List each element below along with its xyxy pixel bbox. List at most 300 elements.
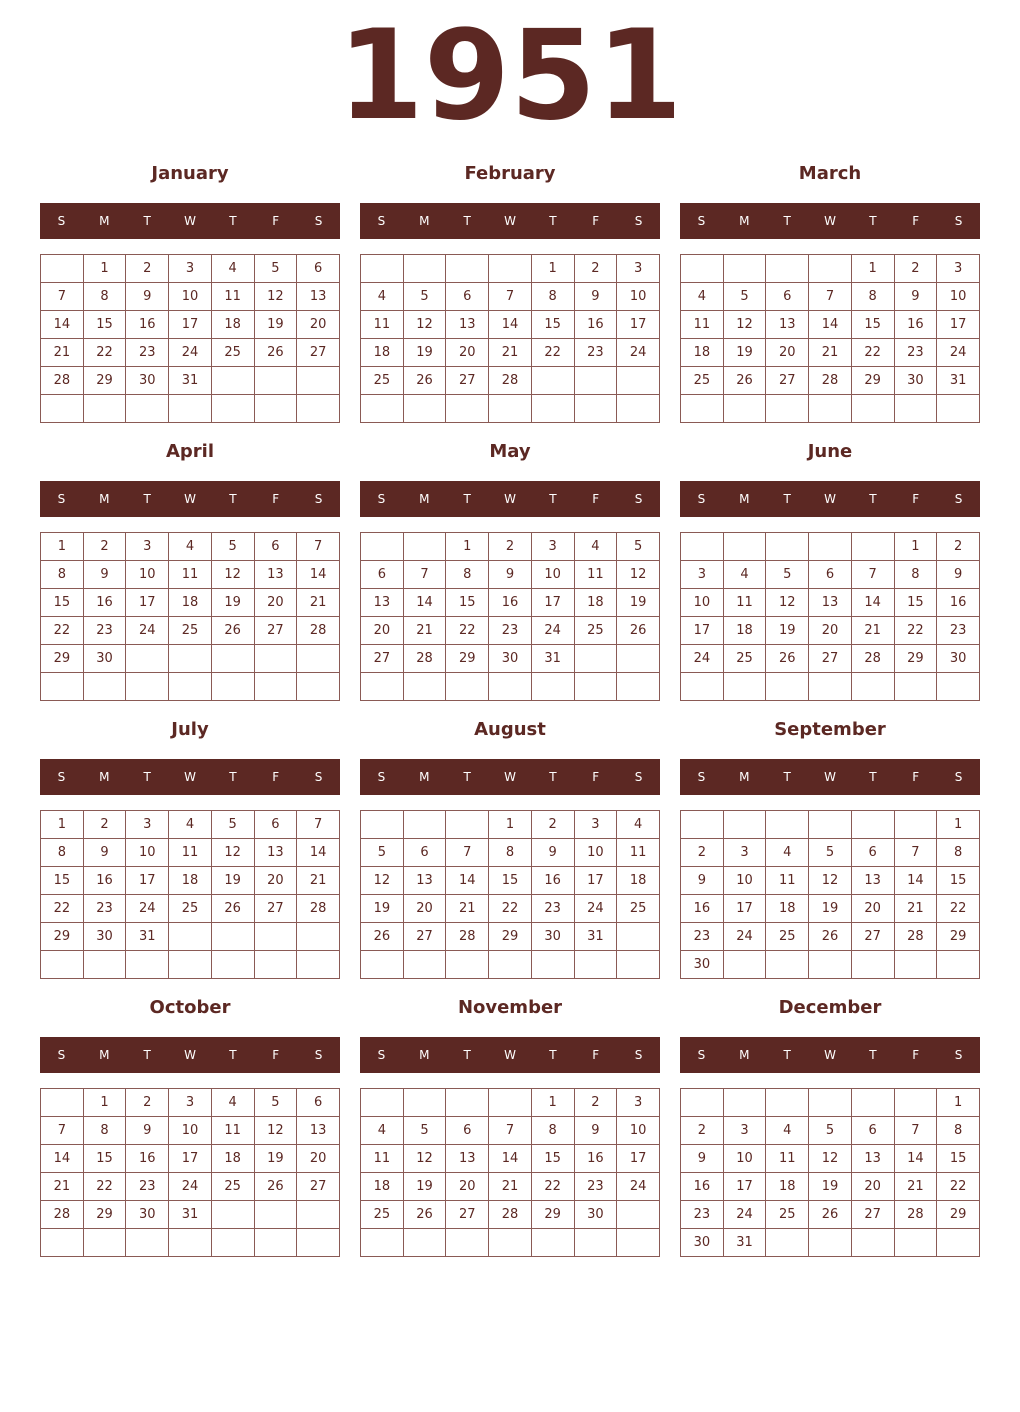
weekday-label: S: [954, 770, 963, 784]
day-cell: 15: [894, 589, 937, 617]
day-cell: 2: [531, 811, 574, 839]
day-cell: 9: [681, 1145, 724, 1173]
empty-cell: [126, 395, 169, 423]
weekday-label: S: [314, 770, 323, 784]
empty-cell: [894, 811, 937, 839]
empty-cell: [83, 1229, 126, 1257]
empty-cell: [531, 951, 574, 979]
empty-cell: [254, 1229, 297, 1257]
day-cell: 18: [766, 1173, 809, 1201]
day-cell: 19: [723, 339, 766, 367]
empty-cell: [446, 951, 489, 979]
day-cell: 18: [723, 617, 766, 645]
weekday-label: T: [869, 214, 877, 228]
empty-cell: [894, 1089, 937, 1117]
day-cell: 2: [894, 255, 937, 283]
day-cell: 3: [617, 255, 660, 283]
day-grid: [40, 254, 340, 423]
weekday-label: W: [824, 492, 836, 506]
day-cell: 12: [723, 311, 766, 339]
day-cell: 20: [254, 867, 297, 895]
day-cell: 10: [531, 561, 574, 589]
month-name: April: [165, 441, 215, 462]
week-row: [681, 339, 980, 367]
empty-cell: [574, 367, 617, 395]
weekday-label: S: [57, 1048, 66, 1062]
week-row: [681, 367, 980, 395]
weekday-label: M: [419, 492, 430, 506]
day-cell: 5: [723, 283, 766, 311]
day-cell: 28: [894, 1201, 937, 1229]
empty-cell: [851, 1229, 894, 1257]
empty-cell: [574, 645, 617, 673]
day-cell: 11: [211, 283, 254, 311]
day-cell: 18: [169, 589, 212, 617]
day-cell: 5: [403, 283, 446, 311]
day-cell: 23: [83, 895, 126, 923]
empty-cell: [723, 395, 766, 423]
day-cell: 18: [681, 339, 724, 367]
empty-cell: [574, 951, 617, 979]
day-cell: 6: [361, 561, 404, 589]
empty-cell: [894, 395, 937, 423]
week-row: [41, 533, 340, 561]
month-name: July: [171, 719, 209, 740]
empty-cell: [617, 1201, 660, 1229]
day-cell: 12: [254, 1117, 297, 1145]
empty-cell: [126, 1229, 169, 1257]
day-cell: 26: [766, 645, 809, 673]
empty-cell: [254, 673, 297, 701]
day-cell: 27: [809, 645, 852, 673]
week-row: [41, 811, 340, 839]
day-cell: 28: [446, 923, 489, 951]
day-cell: 23: [83, 617, 126, 645]
day-cell: 14: [403, 589, 446, 617]
empty-cell: [809, 533, 852, 561]
weekday-label: T: [229, 214, 237, 228]
day-cell: 22: [531, 339, 574, 367]
day-cell: 14: [851, 589, 894, 617]
week-row: [41, 561, 340, 589]
empty-cell: [851, 1089, 894, 1117]
day-cell: 19: [403, 1173, 446, 1201]
empty-cell: [403, 811, 446, 839]
day-cell: 29: [41, 645, 84, 673]
day-cell: 16: [894, 311, 937, 339]
day-cell: 5: [809, 839, 852, 867]
weekday-label: S: [634, 214, 643, 228]
empty-cell: [894, 1229, 937, 1257]
day-cell: 18: [211, 311, 254, 339]
day-cell: 5: [809, 1117, 852, 1145]
month-name: November: [457, 997, 563, 1018]
day-cell: 16: [489, 589, 532, 617]
empty-cell: [297, 1229, 340, 1257]
week-row: [41, 283, 340, 311]
empty-cell: [297, 673, 340, 701]
weekday-label: W: [824, 770, 836, 784]
day-cell: 1: [937, 811, 980, 839]
weekday-label: W: [184, 492, 196, 506]
day-cell: 25: [766, 1201, 809, 1229]
day-cell: 1: [446, 533, 489, 561]
weekday-label: T: [463, 770, 471, 784]
day-cell: 9: [531, 839, 574, 867]
day-cell: 9: [681, 867, 724, 895]
day-cell: 5: [361, 839, 404, 867]
weekday-label: S: [314, 1048, 323, 1062]
month-name: September: [774, 719, 886, 740]
day-cell: 28: [41, 1201, 84, 1229]
day-cell: 19: [211, 589, 254, 617]
empty-cell: [211, 923, 254, 951]
day-cell: 15: [937, 867, 980, 895]
empty-cell: [211, 673, 254, 701]
weekday-label: S: [954, 492, 963, 506]
day-cell: 13: [297, 283, 340, 311]
day-cell: 11: [617, 839, 660, 867]
day-cell: 10: [169, 283, 212, 311]
empty-cell: [211, 951, 254, 979]
week-row: [361, 1145, 660, 1173]
empty-cell: [809, 395, 852, 423]
week-row: [41, 867, 340, 895]
day-cell: 19: [211, 867, 254, 895]
day-cell: 25: [361, 1201, 404, 1229]
day-cell: 4: [169, 811, 212, 839]
day-cell: 23: [937, 617, 980, 645]
weekday-label: T: [549, 214, 557, 228]
weekday-label: T: [463, 492, 471, 506]
empty-cell: [211, 367, 254, 395]
day-cell: 15: [41, 867, 84, 895]
month-name: January: [151, 163, 229, 184]
week-row: [361, 617, 660, 645]
weekday-header: [680, 481, 980, 517]
day-cell: 2: [83, 533, 126, 561]
day-cell: 9: [126, 1117, 169, 1145]
empty-cell: [361, 673, 404, 701]
day-cell: 7: [851, 561, 894, 589]
day-cell: 3: [723, 839, 766, 867]
day-cell: 13: [297, 1117, 340, 1145]
day-grid: [680, 532, 980, 701]
day-cell: 25: [169, 617, 212, 645]
day-cell: 5: [254, 1089, 297, 1117]
day-cell: 2: [126, 1089, 169, 1117]
day-cell: 14: [446, 867, 489, 895]
weekday-label: W: [504, 214, 516, 228]
day-cell: 12: [403, 1145, 446, 1173]
weekday-header: [40, 1037, 340, 1073]
day-cell: 31: [574, 923, 617, 951]
day-cell: 22: [41, 617, 84, 645]
day-cell: 31: [531, 645, 574, 673]
day-cell: 27: [403, 923, 446, 951]
day-cell: 1: [41, 533, 84, 561]
empty-cell: [723, 255, 766, 283]
day-cell: 25: [681, 367, 724, 395]
day-cell: 16: [531, 867, 574, 895]
day-cell: 5: [766, 561, 809, 589]
day-cell: 12: [809, 867, 852, 895]
empty-cell: [83, 951, 126, 979]
empty-cell: [361, 533, 404, 561]
day-cell: 8: [531, 1117, 574, 1145]
empty-cell: [489, 1229, 532, 1257]
empty-cell: [851, 395, 894, 423]
week-row: [41, 395, 340, 423]
empty-cell: [446, 1229, 489, 1257]
week-row: [41, 951, 340, 979]
day-cell: 11: [766, 867, 809, 895]
day-cell: 8: [937, 839, 980, 867]
day-cell: 15: [446, 589, 489, 617]
weekday-label: S: [377, 214, 386, 228]
day-cell: 4: [723, 561, 766, 589]
weekday-label: S: [377, 770, 386, 784]
day-cell: 15: [83, 1145, 126, 1173]
empty-cell: [446, 395, 489, 423]
day-cell: 4: [211, 255, 254, 283]
week-row: [361, 1173, 660, 1201]
day-cell: 28: [489, 367, 532, 395]
weekday-label: W: [184, 1048, 196, 1062]
day-cell: 17: [126, 867, 169, 895]
day-cell: 6: [446, 283, 489, 311]
day-cell: 23: [531, 895, 574, 923]
day-cell: 28: [851, 645, 894, 673]
weekday-label: T: [869, 492, 877, 506]
empty-cell: [766, 951, 809, 979]
day-cell: 10: [723, 867, 766, 895]
empty-cell: [446, 811, 489, 839]
weekday-label: F: [592, 1048, 600, 1062]
day-grid: [680, 810, 980, 979]
day-cell: 4: [169, 533, 212, 561]
day-cell: 24: [681, 645, 724, 673]
day-cell: 6: [851, 1117, 894, 1145]
day-cell: 11: [574, 561, 617, 589]
weekday-label: T: [869, 770, 877, 784]
day-cell: 16: [937, 589, 980, 617]
day-cell: 26: [254, 339, 297, 367]
day-cell: 24: [617, 339, 660, 367]
week-row: [361, 1201, 660, 1229]
day-cell: 7: [489, 283, 532, 311]
week-row: [681, 951, 980, 979]
day-cell: 30: [681, 1229, 724, 1257]
weekday-header: [680, 1037, 980, 1073]
weekday-label: S: [697, 770, 706, 784]
empty-cell: [681, 811, 724, 839]
empty-cell: [723, 951, 766, 979]
weekday-label: M: [419, 770, 430, 784]
week-row: [681, 673, 980, 701]
day-cell: 3: [531, 533, 574, 561]
day-cell: 27: [361, 645, 404, 673]
day-cell: 17: [723, 1173, 766, 1201]
day-cell: 17: [169, 1145, 212, 1173]
week-row: [681, 533, 980, 561]
empty-cell: [894, 951, 937, 979]
day-grid: [360, 254, 660, 423]
day-cell: 15: [531, 311, 574, 339]
empty-cell: [403, 951, 446, 979]
week-row: [681, 561, 980, 589]
empty-cell: [617, 367, 660, 395]
day-cell: 31: [126, 923, 169, 951]
day-cell: 11: [766, 1145, 809, 1173]
empty-cell: [617, 951, 660, 979]
day-cell: 9: [894, 283, 937, 311]
weekday-label: W: [504, 1048, 516, 1062]
week-row: [681, 1201, 980, 1229]
week-row: [681, 617, 980, 645]
empty-cell: [403, 673, 446, 701]
empty-cell: [361, 951, 404, 979]
day-cell: 16: [126, 1145, 169, 1173]
weekday-header: [40, 759, 340, 795]
empty-cell: [169, 923, 212, 951]
week-row: [41, 1201, 340, 1229]
weekday-label: T: [783, 214, 791, 228]
day-cell: 6: [254, 533, 297, 561]
day-cell: 26: [211, 617, 254, 645]
month-name: August: [474, 719, 546, 740]
empty-cell: [574, 1229, 617, 1257]
day-cell: 27: [446, 1201, 489, 1229]
empty-cell: [254, 951, 297, 979]
weekday-header: [680, 203, 980, 239]
day-cell: 17: [169, 311, 212, 339]
day-cell: 20: [851, 895, 894, 923]
day-cell: 12: [211, 561, 254, 589]
day-cell: 26: [361, 923, 404, 951]
day-cell: 1: [937, 1089, 980, 1117]
day-cell: 10: [937, 283, 980, 311]
day-cell: 12: [211, 839, 254, 867]
day-cell: 24: [617, 1173, 660, 1201]
day-cell: 16: [681, 895, 724, 923]
day-cell: 23: [894, 339, 937, 367]
weekday-label: W: [824, 214, 836, 228]
day-grid: [40, 1088, 340, 1257]
day-cell: 22: [937, 1173, 980, 1201]
day-cell: 8: [489, 839, 532, 867]
day-cell: 7: [297, 533, 340, 561]
day-cell: 7: [894, 839, 937, 867]
day-cell: 29: [83, 367, 126, 395]
month-name: March: [798, 163, 862, 184]
day-cell: 24: [723, 923, 766, 951]
weekday-label: T: [143, 492, 151, 506]
day-cell: 10: [126, 839, 169, 867]
day-cell: 15: [41, 589, 84, 617]
day-cell: 1: [83, 1089, 126, 1117]
empty-cell: [83, 673, 126, 701]
week-row: [41, 839, 340, 867]
empty-cell: [169, 951, 212, 979]
day-cell: 22: [83, 339, 126, 367]
day-cell: 25: [169, 895, 212, 923]
week-row: [41, 311, 340, 339]
weekday-label: S: [634, 1048, 643, 1062]
weekday-label: T: [463, 214, 471, 228]
day-cell: 18: [169, 867, 212, 895]
week-row: [361, 589, 660, 617]
empty-cell: [41, 1089, 84, 1117]
day-grid: [360, 1088, 660, 1257]
empty-cell: [723, 811, 766, 839]
day-cell: 23: [489, 617, 532, 645]
day-cell: 25: [574, 617, 617, 645]
day-cell: 23: [681, 1201, 724, 1229]
weekday-label: M: [99, 214, 110, 228]
empty-cell: [126, 645, 169, 673]
day-cell: 20: [766, 339, 809, 367]
empty-cell: [937, 1229, 980, 1257]
day-cell: 22: [41, 895, 84, 923]
day-cell: 6: [851, 839, 894, 867]
day-cell: 15: [851, 311, 894, 339]
empty-cell: [851, 673, 894, 701]
weekday-label: F: [592, 214, 600, 228]
day-cell: 10: [169, 1117, 212, 1145]
week-row: [361, 1229, 660, 1257]
day-cell: 7: [894, 1117, 937, 1145]
day-cell: 3: [126, 811, 169, 839]
day-cell: 12: [403, 311, 446, 339]
weekday-label: F: [272, 492, 280, 506]
day-cell: 19: [766, 617, 809, 645]
week-row: [681, 255, 980, 283]
empty-cell: [211, 645, 254, 673]
empty-cell: [681, 673, 724, 701]
weekday-label: T: [549, 770, 557, 784]
day-cell: 11: [681, 311, 724, 339]
day-cell: 29: [937, 1201, 980, 1229]
day-cell: 27: [446, 367, 489, 395]
week-row: [361, 1089, 660, 1117]
weekday-label: F: [592, 770, 600, 784]
day-cell: 2: [126, 255, 169, 283]
day-cell: 22: [83, 1173, 126, 1201]
day-cell: 25: [211, 339, 254, 367]
day-cell: 3: [169, 255, 212, 283]
day-cell: 14: [894, 867, 937, 895]
weekday-label: W: [184, 770, 196, 784]
day-cell: 9: [937, 561, 980, 589]
weekday-label: T: [549, 492, 557, 506]
day-cell: 6: [809, 561, 852, 589]
day-cell: 1: [531, 1089, 574, 1117]
empty-cell: [169, 1229, 212, 1257]
day-cell: 25: [361, 367, 404, 395]
day-cell: 25: [766, 923, 809, 951]
day-cell: 8: [894, 561, 937, 589]
week-row: [361, 839, 660, 867]
day-cell: 17: [617, 311, 660, 339]
weekday-label: F: [272, 770, 280, 784]
empty-cell: [809, 1229, 852, 1257]
day-cell: 25: [617, 895, 660, 923]
empty-cell: [211, 395, 254, 423]
day-cell: 4: [681, 283, 724, 311]
week-row: [681, 1229, 980, 1257]
day-cell: 22: [851, 339, 894, 367]
